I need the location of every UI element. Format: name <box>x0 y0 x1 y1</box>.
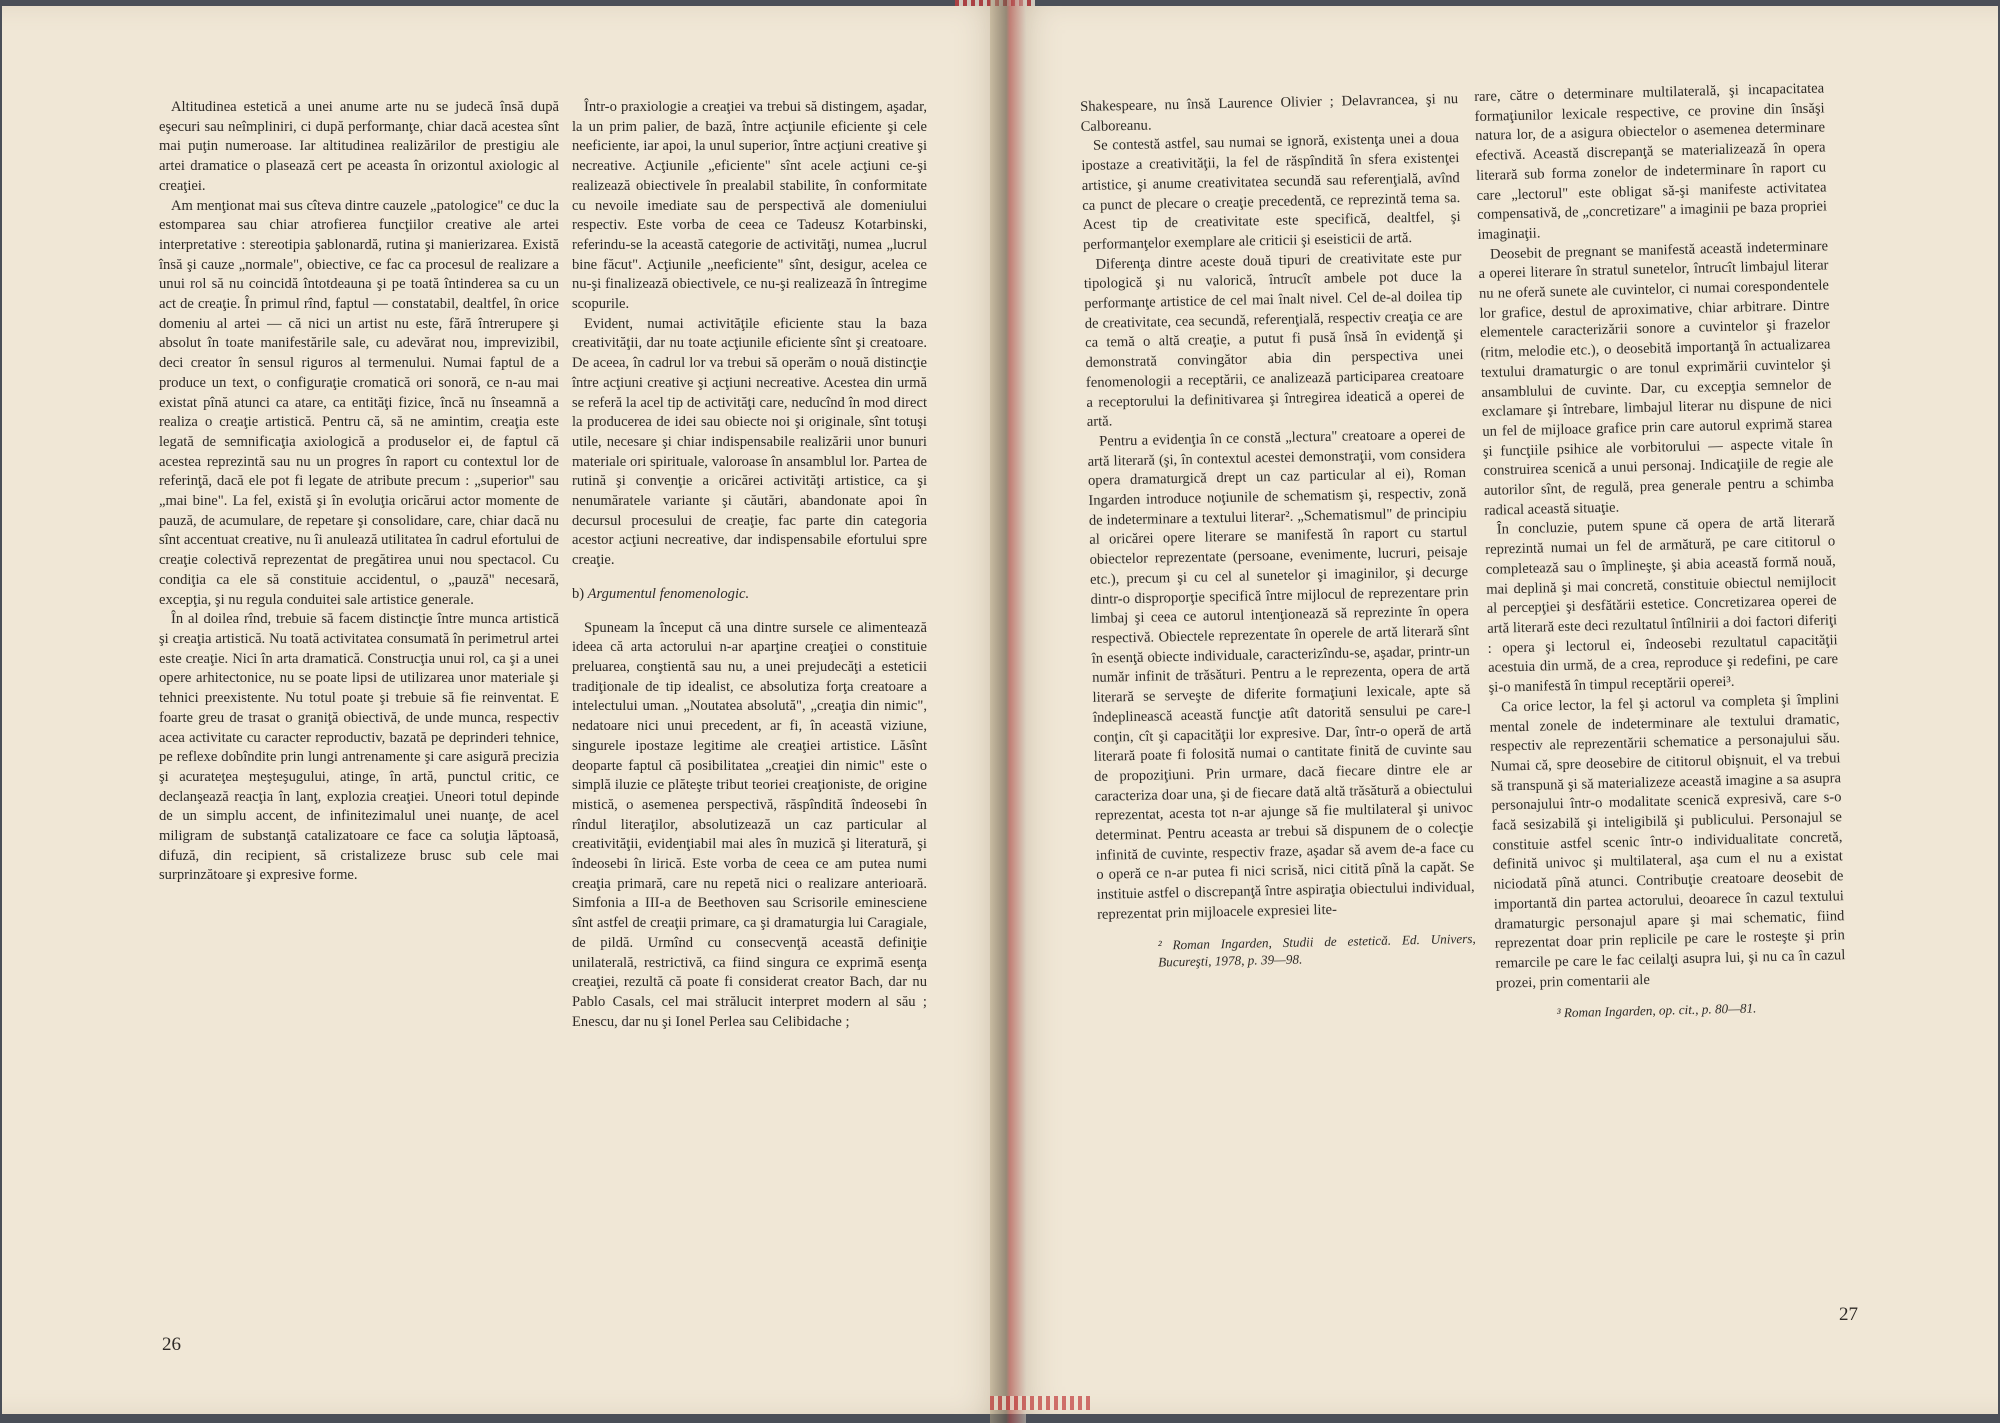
left-column-2 <box>572 98 927 1032</box>
subheading-text: Argumentul fenomenologic. <box>587 585 750 602</box>
paragraph: În al doilea rînd, trebuie să facem distincţie între munca artistică şi creaţia artistică. Nu toată activitatea consumată în perimetrul artei este creaţie. Nici în arta dramatică. Construcţia unui rol, ca şi a unei opere arhitectonice, nu se poate lipsi de utilizarea unor materiale şi tehnici preexistente. Nu totul poate şi trebuie să fie reinventat. E foarte greu de trasat o graniţă obiectivă, de unde munca, respectiv acea activitate cu caracter reproductiv, bazată pe deprinderi tehnice, pe reflexe dobîndite prin lungi antrenamente şi care asigură precizia şi acurateţea meşteşugului, atinge, în artă, punctul critic, ce declanşează reacţia în lanţ, explozia creaţiei. Uneori totul depinde de un simplu accent, de infinitezimalul unei nuanţe, de acel miligram de substanţă catalizatoare ce face ca soluţia lăptoasă, difuză, din recipient, să cristalizeze brusc sub cele mai surprinzătoare şi expresive forme. <box>159 611 559 884</box>
paragraph: Deosebit de pregnant se manifestă această indeterminare a operei literare în stratul sunetelor, întrucît limbajul literar nu ne oferă sunete ale cuvintelor, ci numai corespondentele lor grafice, destul de aproximative, chiar arbitrare. Dintre elementele caracterizării sonore a cuvintelor şi frazelor (ritm, melodie etc.), o deosebită importanţă în actualizarea textului dramaturgic o are tonul exprimării cuvintelor şi ansamblului de cuvinte. Dar, cu excepţia semnelor de exclamare şi întrebare, limbajul literar nu dispune de nici un fel de mijloace grafice prin care autorul exprimă starea şi funcţiile psihice ale vorbitorului — aspecte vitale în construirea scenică a unui personaj. Indicaţiile de regie ale autorilor sînt, de regulă, prea generale pentru a schimba radical această situaţie. <box>1478 238 1834 519</box>
paragraph: Diferenţa dintre aceste două tipuri de creativitate este pur tipologică şi nu valorică, întrucît ambele pot duce la performanţe artistice de cel mai înalt nivel. Cel de-al doilea tip de creativitate, cea secundă, referenţială, respectiv creaţia ce are ca temă o altă creaţie, a putut fi pusă însă în evidenţă şi demonstrată convingător abia din perspectiva unei fenomenologii a receptării, ce analizează participarea creatoare a receptorului la definitivarea şi întregirea ideatică a operei de artă. <box>1083 248 1465 431</box>
paragraph: Spuneam la început că una dintre sursele ce alimentează ideea că arta actorului n-ar aparţine creaţiei o constituie preluarea, conştientă sau nu, a unei prejudecăţi a esteticii tradiţionale de tip idealist, ce absolutiza forţa creatoare a intelectului uman. „Noutatea absolută", „creaţia din nimic", nedatoare nici unui precedent, ar fi, în această viziune, singurele ipostaze legitime ale creaţiei artistice. Lăsînt deoparte faptul că posibilitatea „creaţiei din nimic" este o simplă iluzie ce plăteşte tribut teoriei creaţioniste, de origine mistică, o asemenea perspectivă, răspîndită îndeosebi în rîndul literaţilor, absolutizează un caz particular al creativităţii, evidenţiabil mai ales în muzică şi literatură, şi îndeosebi în lirică. Este vorba de ceea ce am putea numi creaţia primară, care nu repetă nici o realizare anterioară. Simfonia a III-a de Beethoven sau Scrisorile eminesciene sînt astfel de creaţii primare, ca şi dramaturgia lui Caragiale, de pildă. Urmînd cu consecvenţă această definiţie unilaterală, restrictivă, ca fiind singura ce exprimă esenţa creaţiei, rezultă că poate fi considerat creator Bach, dar nu Pablo Casals, cel mai strălucit interpret modern al său ; Enescu, dar nu şi Ionel Perlea sau Celibidache ; <box>572 619 927 1030</box>
subheading-label: b) <box>572 585 585 602</box>
paragraph: Am menţionat mai sus cîteva dintre cauzele „patologice" ce duc la estomparea sau chiar atrofierea funcţiilor creative ale artei interpretative : stereotipia şablonardă, rutina şi manierizarea. Există însă şi cauze „normale", obiective, ce fac ca procesul de realizare a unui rol să nu coincidă întotdeauna şi pe toată întinderea sa cu un act de creaţie. În primul rînd, faptul — constatabil, dealtfel, în orice domeniu al artei — că nici un artist nu este, fără întrerupere şi absolut în toate manifestările sale, cu adevărat nou, imprevizibil, deci creator în sensul riguros al termenului. Numai faptul de a produce un text, o configuraţie cromatică ori sonoră, ce n-au mai existat pînă atunci ca atare, ca entităţi fizice, încă nu înseamnă a realiza o creaţie artistică. Pentru că, să ne amintim, creaţia este legată de semnificaţia axiologică a produselor ei, de faptul că acestea reprezintă sau nu un progres în raport cu contextul lor de referinţă, dacă ele pot fi legate de atribute precum : „superior" sau „mai bine". La fel, există şi în evoluţia oricărui actor momente de pauză, de acumulare, de repetare şi consolidare, care, chiar dacă nu sînt accentuat creative, nu îi anulează utilitatea în cadrul efortului de creaţie colectivă reprezentat de pregătirea unui nou spectacol. Cu condiţia ca ele să constituie accidentul, o „pauză" necesară, excepţia, şi nu regula conduitei sale artistice generale. <box>159 197 559 608</box>
book-spine <box>990 0 1026 1423</box>
right-page <box>1008 6 1998 1414</box>
paragraph: Se contestă astfel, sau numai se ignoră, existenţa unei a doua ipostaze a creativităţii, la fel de răspîndită în sfera existenţei artistice, şi anume creativitatea secundă sau referenţială, avînd ca punct de plecare o creaţie precedentă, ce reprezintă tema sa. Acest tip de creativitate este specifică, dealtfel, şi performanţelor exemplare ale criticii şi eseisticii de artă. <box>1081 130 1461 253</box>
left-column-1 <box>159 98 559 886</box>
footnote: ³ Roman Ingarden, op. cit., p. 80—81. <box>1556 1000 1757 1021</box>
paragraph: Shakespeare, nu însă Laurence Olivier ; Delavrancea, şi nu Calboreanu. <box>1080 91 1459 135</box>
left-page <box>2 6 1008 1414</box>
page-number-left: 26 <box>162 1334 181 1355</box>
page-edge-bottom <box>990 1396 1090 1410</box>
paragraph: În concluzie, putem spune că opera de artă literară reprezintă numai un fel de armătură, pe care cititorul o completează sau o împlineşte, şi abia această formă nouă, mai deplină şi mai concretă, constituie obiectul nemijlocit al percepţiei şi desfătării estetice. Concretizarea operei de artă literară este deci rezultatul întîlnirii a doi factori diferiţi : opera şi lectorul ei, îndeosebi rezultatul capacităţii acestuia din urmă, de a crea, reproduce şi redefini, pe care şi-o manifestă în timpul receptării operei³. <box>1485 513 1839 696</box>
footnote: ² Roman Ingarden, Studii de estetică. Ed. Univers, Bucureşti, 1978, p. 39—98. <box>1157 930 1476 970</box>
paragraph: rare, către o determinare multilaterală, şi incapacitatea formaţiunilor lexicale respective, ce provine din însăşi natura lor, de a asigura obiectelor o asemenea determinare efectivă. Această discrepanţă se materializează în opera literară sub forma zonelor de indeterminare în raport cu care „lectorul" este obligat să-şi manifeste activitatea compensativă, de „concretizare" a imaginii pe baza propriei imaginaţii. <box>1474 80 1828 243</box>
paragraph: Ca orice lector, la fel şi actorul va completa şi împlini mental zonele de indeterminare ale textului dramatic, respectiv ale reprezentării schematice a personajului său. Numai că, spre deosebire de cititorul obişnuit, el va trebui să transpună şi să materializeze această imagine a sa asupra personajului într-o modalitate scenică expresivă, care s-o facă sesizabilă şi inteligibilă şi publicului. Personajul se constituie astfel scenic într-o individualitate concretă, definită univoc şi multilateral, aşa cum el nu a existat niciodată pînă atunci. Contribuţie creatoare deosebit de importantă din partea actorului, deoarece în cazul textului dramaturgic personajul apare şi mai schematic, fiind reprezentat doar prin replicile pe care le rosteşte şi prin remarcile pe care le fac ceilalţi asupra lui, şi nu ca în cazul prozei, prin comentarii ale <box>1489 691 1846 992</box>
page-number-right: 27 <box>1839 1304 1858 1325</box>
right-column-1 <box>1080 90 1476 971</box>
right-column-2 <box>1474 79 1847 1023</box>
paragraph: Pentru a evidenţia în ce constă „lectura" creatoare a operei de artă literară (şi, în contextul acestei demonstraţii, vom considera opera dramaturgică drept un caz particular al ei), Roman Ingarden introduce noţiunile de schematism şi, respectiv, zonă de indeterminare a textului literar². „Schematismul" de principiu al oricărei opere literare se manifestă în raport cu startul obiectelor reprezentate (persoane, evenimente, lucruri, peisaje etc.), precum şi cu cel al sunetelor şi imaginilor, şi decurge dintr-o disproporţie specifică între mijlocul de reprezentare prin limbaj şi ceea ce autorul intenţionează să reprezinte în opera respectivă. Obiectele reprezentate în operele de artă literară sînt în esenţă obiecte individuale, caracterizîndu-se, aşadar, printr-un număr infinit de trăsături. Pentru a le reprezenta, opera de artă literară se serveşte de diferite formaţiuni lexicale, apte să îndeplinească această funcţie atît datorită sensului pe care-l conţin, cît şi capacităţii lor expresive. Dar, într-o operă de artă literară poate fi folosită numai o cantitate finită de cuvinte sau de propoziţiuni. Prin urmare, dacă fiecare dintre ele ar caracteriza doar una, şi de fiecare dată altă trăsătură a obiectului reprezentat, acesta tot n-ar ajunge să fie multilateral şi univoc determinat. Pentru aceasta ar trebui să dispunem de o colecţie infinită de cuvinte, respectiv fraze, aşadar să avem de-a face cu o operă ce n-ar putea fi nici scrisă, nici citită pînă la capăt. Se instituie astfel o discrepanţă între aspiraţia obiectului individual, reprezentat prin mijloacele expresiei lite- <box>1087 425 1475 923</box>
paragraph: Evident, numai activităţile eficiente stau la baza creativităţii, dar nu toate acţiunile eficiente sînt şi creatoare. De aceea, în cadrul lor va trebui să operăm o nouă distincţie între acţiuni creative şi acţiuni necreative. Acestea din urmă se referă la acel tip de activităţi care, neducînd în mod direct la producerea de idei sau obiecte noi şi originale, sînt totuşi utile, necesare şi chiar indispensabile realizării unor bunuri materiale ori spirituale, valoroase în ansamblul lor. Partea de rutină şi convenţie a oricărei activităţi artistice, ca şi nenumăratele variante şi căutări, abandonate apoi în decursul procesului de creaţie, fac parte din categoria acestor acţiuni necreative, dar indispensabile efortului spre creaţie. <box>572 315 927 569</box>
paragraph: Altitudinea estetică a unei anume arte nu se judecă însă după eşecuri sau neîmpliniri, ci după performanţe, chiar dacă acestea sînt mai puţin numeroase. Iar altitudinea realizărilor de prestigiu ale artei dramatice o plasează cert pe aceasta în orizontul axiologic al creaţiei. <box>159 99 559 194</box>
section-subheading <box>572 585 927 605</box>
paragraph: Într-o praxiologie a creaţiei va trebui să distingem, aşadar, la un prim palier, de bază, între acţiunile eficiente şi cele neeficiente, iar apoi, la unul superior, între acţiuni creative şi necreative. Acţiunile „eficiente" sînt acele acţiuni ce-şi realizează obiectivele în prealabil stabilite, în conformitate cu nevoile imediate sau de perspectivă ale domeniului respectiv. Este vorba de ceea ce Tadeusz Kotarbinski, referindu-se la această categorie de activităţi, numea „lucrul bine făcut". Acţiunile „neeficiente" sînt, desigur, acelea ce nu-şi finalizează obiectivele, ce nu-şi realizează în întregime scopurile. <box>572 99 927 313</box>
